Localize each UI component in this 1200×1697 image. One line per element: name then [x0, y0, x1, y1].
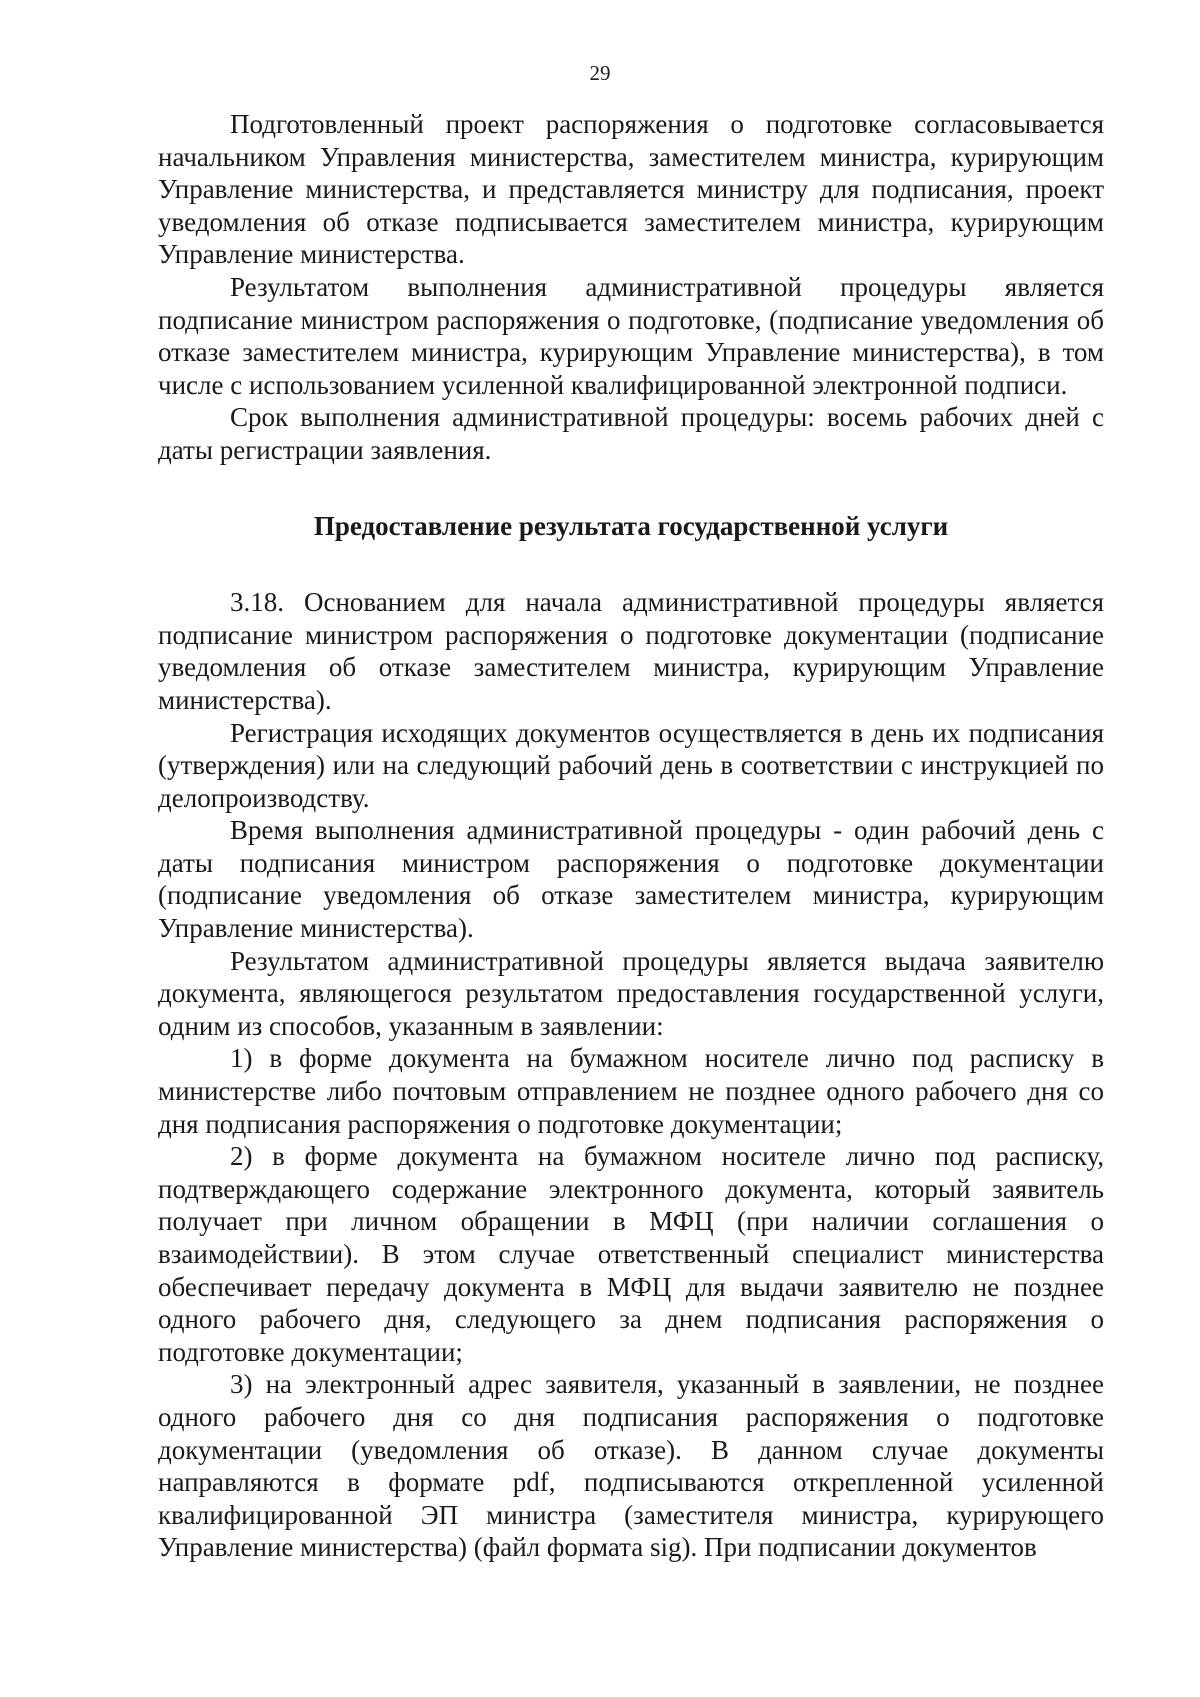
page-number: 29 [589, 61, 611, 85]
paragraph: 3.18. Основанием для начала административной процедуры является подписание министром распоряжения о подготовке документации (подписание уведомления об отказе заместителем министра, курирующим Управление министерства). [158, 587, 1104, 715]
list-item: 3) на электронный адрес заявителя, указанный в заявлении, не позднее одного рабочего дня со дня подписания распоряжения о подготовке документации (уведомления об отказе). В данном случае документы направляются в формате pdf, подписываются открепленной усиленной квалифицированной ЭП министра (заместителя министра, курирующего Управление министерства) (файл формата sig). При подписании документов [158, 1369, 1104, 1563]
paragraph: Подготовленный проект распоряжения о подготовке согласовывается начальником Управления министерства, заместителем министра, курирующим Управление министерства, и представляется министру для подписания, проект уведомления об отказе подписывается заместителем министра, курирующим Управление министерства. [158, 109, 1104, 270]
list-item: 1) в форме документа на бумажном носителе лично под расписку в министерстве либо почтовым отправлением не позднее одного рабочего дня со дня подписания распоряжения о подготовке документации; [158, 1043, 1104, 1139]
section-title: Предоставление результата государственной услуги [313, 510, 949, 541]
paragraph: Результатом административной процедуры является выдача заявителю документа, являющегося результатом предоставления государственной услуги, одним из способов, указанным в заявлении: [158, 945, 1104, 1041]
list-item: 2) в форме документа на бумажном носителе лично под расписку, подтверждающего содержание электронного документа, который заявитель получает при личном обращении в МФЦ (при наличии соглашения о взаимодействии). В этом случае ответственный специалист министерства обеспечивает передачу документа в МФЦ для выдачи заявителю не позднее одного рабочего дня, следующего за днем подписания распоряжения о подготовке документации; [158, 1141, 1104, 1367]
paragraph: Срок выполнения административной процедуры: восемь рабочих дней с даты регистрации заявления. [158, 402, 1104, 465]
document-body [158, 108, 1104, 1564]
paragraph: Время выполнения административной процедуры - один рабочий день с даты подписания министром распоряжения о подготовке документации (подписание уведомления об отказе заместителем министра, курирующим Управление министерства). [158, 815, 1104, 944]
paragraph: Результатом выполнения административной процедуры является подписание министром распоряжения о подготовке, (подписание уведомления об отказе заместителем министра, курирующим Управление министерства), в том числе с использованием усиленной квалифицированной электронной подписи. [158, 271, 1104, 400]
paragraph: Регистрация исходящих документов осуществляется в день их подписания (утверждения) или на следующий рабочий день в соответствии с инструкцией по делопроизводству. [158, 717, 1104, 813]
